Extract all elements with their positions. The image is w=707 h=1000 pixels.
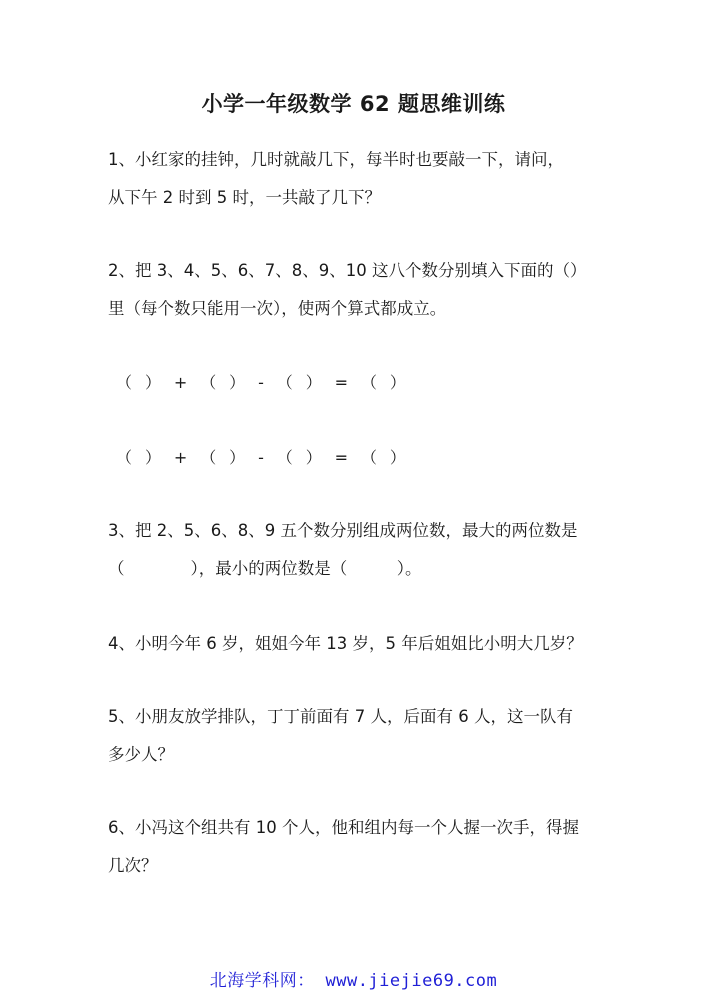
equation-symbol: （ [360, 373, 377, 392]
equation-symbol: （ [200, 448, 217, 467]
question-2-line-1: 2、把 3、4、5、6、7、8、9、10 这八个数分别填入下面的（） [108, 261, 587, 280]
question-4-line-1: 4、小明今年 6 岁，姐姐今年 13 岁，5 年后姐姐比小明大几岁？ [108, 634, 583, 653]
question-5-line-1: 5、小朋友放学排队，丁丁前面有 7 人，后面有 6 人，这一队有 [108, 707, 573, 726]
question-6-line-1: 6、小冯这个组共有 10 个人，他和组内每一个人握一次手，得握 [108, 818, 579, 837]
question-3-line-2: （ ），最小的两位数是（ ）。 [108, 559, 422, 578]
equation-row-1 [116, 375, 406, 391]
equation-symbol: （ [200, 373, 217, 392]
equation-symbol: （ [276, 448, 293, 467]
equation-symbol: - [258, 373, 264, 392]
equation-symbol: （ [116, 448, 133, 467]
equation-symbol: ） [305, 373, 322, 392]
equation-symbol: ） [305, 448, 322, 467]
footer-link[interactable]: 北海学科网： www.jiejie69.com [209, 971, 498, 991]
question-5-line-2: 多少人？ [108, 745, 174, 764]
question-1-line-2: 从下午 2 时到 5 时，一共敲了几下？ [108, 188, 381, 207]
equation-symbol: ） [229, 373, 246, 392]
question-6-line-2: 几次？ [108, 856, 158, 875]
equation-symbol: ） [389, 373, 406, 392]
equation-symbol: ） [389, 448, 406, 467]
equation-symbol: + [173, 373, 188, 392]
equation-symbol: （ [276, 373, 293, 392]
equation-symbol: （ [116, 373, 133, 392]
equation-symbol: + [173, 448, 188, 467]
equation-symbol: = [334, 373, 349, 392]
equation-symbol: ） [144, 373, 161, 392]
equation-symbol: （ [360, 448, 377, 467]
equation-symbol: = [334, 448, 349, 467]
equation-symbol: - [258, 448, 264, 467]
equation-row-2 [116, 450, 406, 466]
question-1-line-1: 1、小红家的挂钟，几时就敲几下，每半时也要敲一下，请问， [108, 150, 564, 169]
equation-symbol: ） [229, 448, 246, 467]
page-title: 小学一年级数学 62 题思维训练 [201, 92, 506, 116]
equation-symbol: ） [144, 448, 161, 467]
question-3-line-1: 3、把 2、5、6、8、9 五个数分别组成两位数，最大的两位数是 [108, 521, 578, 540]
question-2-line-2: 里（每个数只能用一次），使两个算式都成立。 [108, 299, 447, 318]
